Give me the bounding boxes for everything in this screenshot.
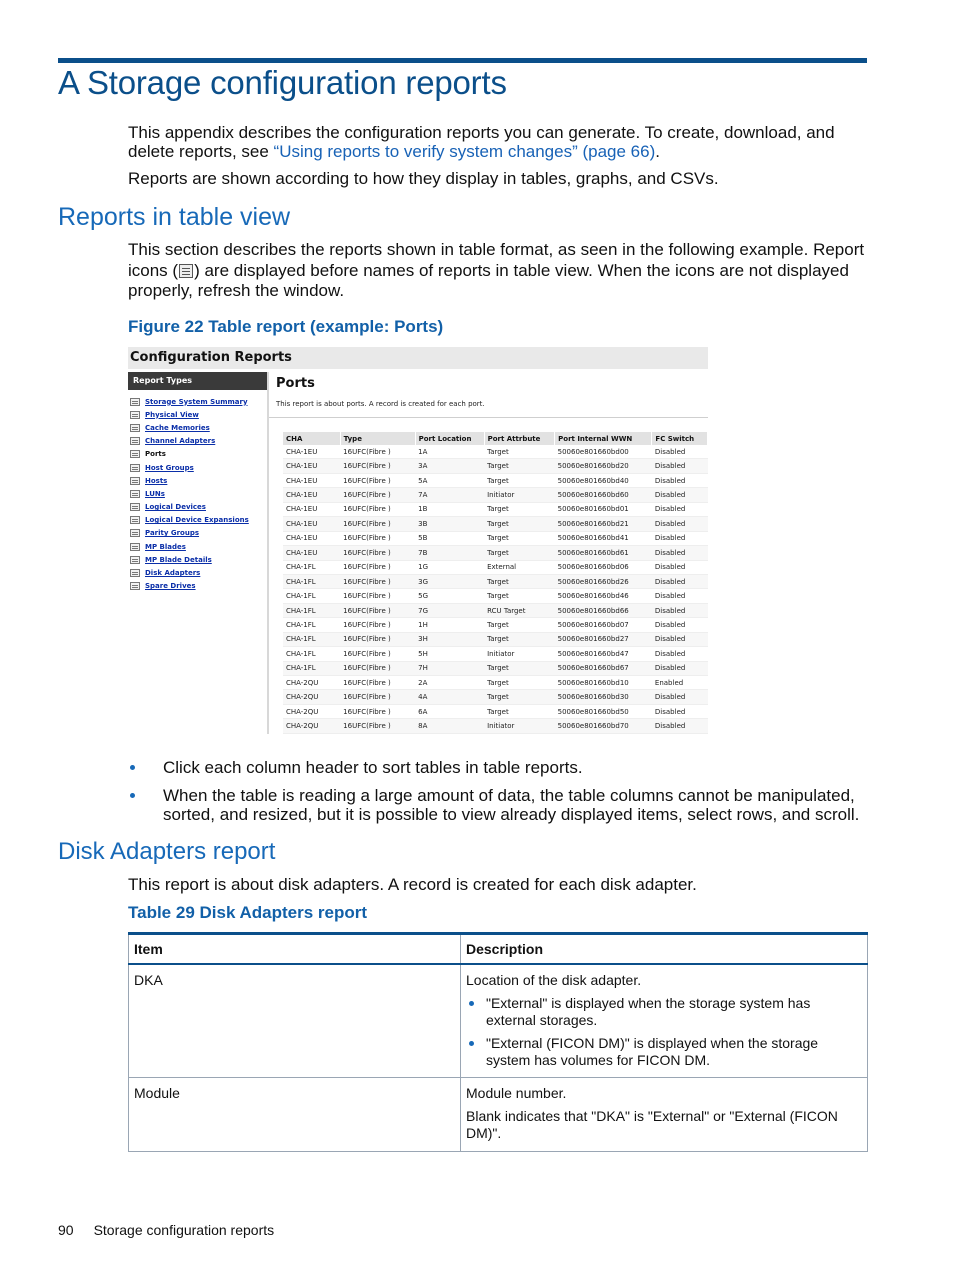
- figure-table-cell: Disabled: [652, 531, 708, 545]
- figure-table-cell: 50060e801660bd60: [555, 488, 652, 502]
- page-number: 90: [58, 1222, 74, 1238]
- description-bullet: [466, 1035, 862, 1069]
- report-icon: [130, 398, 140, 406]
- figure-column-header[interactable]: Port Internal WWN: [555, 432, 652, 445]
- report-icon: [130, 437, 140, 445]
- figure-table-cell: 16UFC(Fibre ): [340, 445, 415, 459]
- figure-table-cell: Target: [484, 618, 555, 632]
- figure-table-row[interactable]: [283, 459, 708, 473]
- figure-table-row[interactable]: [283, 560, 708, 574]
- figure-table-cell: CHA-1FL: [283, 603, 340, 617]
- figure-table-cell: 1H: [415, 618, 484, 632]
- figure-report-type-label[interactable]: Physical View: [145, 410, 199, 419]
- bullet-item: [128, 758, 868, 777]
- figure-report-type-item[interactable]: [130, 566, 266, 579]
- figure-table-cell: 16UFC(Fibre ): [340, 632, 415, 646]
- figure-table-cell: CHA-1EU: [283, 445, 340, 459]
- figure-table-row[interactable]: [283, 704, 708, 718]
- figure-table-cell: Disabled: [652, 502, 708, 516]
- figure-table-cell: 50060e801660bd00: [555, 445, 652, 459]
- figure-table-cell: CHA-1FL: [283, 661, 340, 675]
- figure-table-cell: CHA-2QU: [283, 704, 340, 718]
- figure-report-type-label[interactable]: Spare Drives: [145, 582, 196, 591]
- figure-table-cell: Target: [484, 517, 555, 531]
- figure-table-cell: Target: [484, 531, 555, 545]
- figure-table-row[interactable]: [283, 488, 708, 502]
- figure-table-cell: Disabled: [652, 445, 708, 459]
- bullet-text: Click each column header to sort tables in table reports.: [163, 758, 583, 777]
- figure-table-row[interactable]: [283, 589, 708, 603]
- figure-table-cell: 50060e801660bd67: [555, 661, 652, 675]
- report-icon: [130, 543, 140, 551]
- bullet-item: [128, 786, 868, 824]
- figure-report-type-label[interactable]: Hosts: [145, 476, 168, 485]
- figure-table-cell: CHA-1FL: [283, 647, 340, 661]
- figure-column-header[interactable]: Port Location: [415, 432, 484, 445]
- figure-table-row[interactable]: [283, 517, 708, 531]
- figure-report-title: Ports: [276, 376, 315, 391]
- figure-report-type-label[interactable]: Host Groups: [145, 463, 194, 472]
- figure-table-cell: 16UFC(Fibre ): [340, 531, 415, 545]
- figure-table-cell: 5B: [415, 531, 484, 545]
- description-bullet-text: "External (FICON DM)" is displayed when the storage system has volumes for FICON DM.: [486, 1035, 819, 1068]
- figure-report-type-label[interactable]: MP Blades: [145, 542, 186, 551]
- section-table-view-text: This section describes the reports shown in table format, as seen in the following example. Report icons (: [128, 240, 865, 280]
- figure-table-cell: 50060e801660bd40: [555, 473, 652, 487]
- table-cell-description: [461, 1078, 868, 1152]
- bullet-dot: [469, 1001, 474, 1006]
- figure-table-cell: CHA-2QU: [283, 690, 340, 704]
- figure-table-cell: CHA-1FL: [283, 589, 340, 603]
- figure-ports-table-body: [283, 445, 708, 733]
- figure-table-cell: 3G: [415, 574, 484, 588]
- intro-text: This appendix describes the configuration reports you can generate. To create, download, and delete reports, see: [128, 123, 835, 161]
- figure-table-cell: Disabled: [652, 589, 708, 603]
- figure-report-type-item[interactable]: [130, 408, 266, 421]
- figure-table-cell: 50060e801660bd07: [555, 618, 652, 632]
- intro-paragraph-2: Reports are shown according to how they display in tables, graphs, and CSVs.: [128, 169, 719, 188]
- figure-table-row[interactable]: [283, 632, 708, 646]
- figure-table-cell: 16UFC(Fibre ): [340, 704, 415, 718]
- table-cell-description: [461, 964, 868, 1078]
- figure-table-cell: Target: [484, 632, 555, 646]
- figure-table-cell: CHA-1FL: [283, 560, 340, 574]
- figure-table-row[interactable]: [283, 546, 708, 560]
- description-text-2: Blank indicates that "DKA" is "External" or "External (FICON DM)".: [466, 1108, 838, 1141]
- figure-report-type-item[interactable]: [130, 527, 266, 540]
- figure-table-cell: 6A: [415, 704, 484, 718]
- figure-table-cell: Disabled: [652, 647, 708, 661]
- report-icon: [130, 582, 140, 590]
- figure-table-cell: 16UFC(Fibre ): [340, 647, 415, 661]
- description-text: Module number.: [466, 1085, 567, 1101]
- figure-report-type-item[interactable]: [130, 540, 266, 553]
- figure-table-cell: 5H: [415, 647, 484, 661]
- column-header-description: Description: [461, 934, 868, 965]
- figure-table-cell: 50060e801660bd21: [555, 517, 652, 531]
- report-icon: [130, 503, 140, 511]
- figure-table-cell: Target: [484, 546, 555, 560]
- figure-column-header[interactable]: CHA: [283, 432, 340, 445]
- report-icon: [130, 464, 140, 472]
- figure-table-cell: 16UFC(Fibre ): [340, 574, 415, 588]
- figure-table-row[interactable]: [283, 676, 708, 690]
- figure-table-cell: Target: [484, 704, 555, 718]
- figure-table-cell: 50060e801660bd41: [555, 531, 652, 545]
- figure-table-cell: Target: [484, 589, 555, 603]
- header-rule: [58, 58, 867, 63]
- figure-table-cell: CHA-1FL: [283, 574, 340, 588]
- figure-table-cell: 16UFC(Fibre ): [340, 560, 415, 574]
- figure-table-cell: 50060e801660bd27: [555, 632, 652, 646]
- figure-report-type-item[interactable]: [130, 514, 266, 527]
- figure-table-report: [128, 347, 708, 734]
- column-header-item: Item: [129, 934, 461, 965]
- figure-table-cell: External: [484, 560, 555, 574]
- section-heading-table-view: Reports in table view: [58, 203, 291, 231]
- bullet-list: [128, 758, 868, 833]
- report-icon: [130, 529, 140, 537]
- figure-table-cell: CHA-1EU: [283, 502, 340, 516]
- figure-table-cell: 3B: [415, 517, 484, 531]
- figure-table-cell: 50060e801660bd66: [555, 603, 652, 617]
- figure-report-type-item[interactable]: [130, 421, 266, 434]
- figure-table-cell: CHA-1EU: [283, 473, 340, 487]
- figure-table-row[interactable]: [283, 502, 708, 516]
- figure-table-cell: Enabled: [652, 676, 708, 690]
- report-icon: [130, 556, 140, 564]
- figure-report-type-item[interactable]: [130, 553, 266, 566]
- figure-column-header[interactable]: FC Switch: [652, 432, 708, 445]
- figure-sidebar-divider: [267, 372, 269, 734]
- figure-table-cell: Target: [484, 459, 555, 473]
- figure-table-cell: Disabled: [652, 574, 708, 588]
- figure-table-cell: 50060e801660bd61: [555, 546, 652, 560]
- figure-report-type-label[interactable]: MP Blade Details: [145, 555, 212, 564]
- figure-table-cell: 16UFC(Fibre ): [340, 473, 415, 487]
- figure-window-title: Configuration Reports: [128, 347, 708, 369]
- figure-table-cell: Disabled: [652, 618, 708, 632]
- figure-table-cell: 50060e801660bd50: [555, 704, 652, 718]
- figure-report-type-item[interactable]: [130, 474, 266, 487]
- figure-sidebar-header: Report Types: [128, 372, 267, 390]
- table-cell-item: DKA: [129, 964, 461, 1078]
- figure-table-row[interactable]: [283, 445, 708, 459]
- figure-report-type-item[interactable]: [130, 448, 266, 461]
- intro-paragraph: [128, 123, 866, 161]
- figure-table-cell: 16UFC(Fibre ): [340, 459, 415, 473]
- figure-table-row[interactable]: [283, 719, 708, 733]
- reports-cross-reference-link[interactable]: “Using reports to verify system changes” (page 66): [273, 142, 656, 161]
- figure-table-cell: 7G: [415, 603, 484, 617]
- figure-table-cell: 50060e801660bd30: [555, 690, 652, 704]
- figure-table-cell: CHA-2QU: [283, 676, 340, 690]
- bullet-dot: [130, 765, 135, 770]
- figure-report-rule: [269, 417, 708, 418]
- figure-table-cell: Disabled: [652, 473, 708, 487]
- figure-table-cell: Target: [484, 690, 555, 704]
- figure-table-cell: 16UFC(Fibre ): [340, 676, 415, 690]
- section-heading-disk-adapters: Disk Adapters report: [58, 838, 276, 865]
- description-text: Location of the disk adapter.: [466, 972, 642, 988]
- figure-table-cell: Disabled: [652, 546, 708, 560]
- description-bullet-text: "External" is displayed when the storage system has external storages.: [486, 995, 811, 1028]
- figure-table-cell: Disabled: [652, 704, 708, 718]
- figure-report-type-label[interactable]: Logical Devices: [145, 503, 206, 512]
- report-icon: [130, 450, 140, 458]
- figure-table-cell: Target: [484, 574, 555, 588]
- figure-table-row[interactable]: [283, 690, 708, 704]
- intro-text-end: .: [655, 142, 660, 161]
- figure-table-cell: 50060e801660bd26: [555, 574, 652, 588]
- figure-table-row[interactable]: [283, 647, 708, 661]
- figure-table-cell: 16UFC(Fibre ): [340, 589, 415, 603]
- figure-table-cell: 4A: [415, 690, 484, 704]
- figure-table-cell: Disabled: [652, 488, 708, 502]
- figure-table-cell: 1B: [415, 502, 484, 516]
- figure-table-cell: CHA-1EU: [283, 531, 340, 545]
- figure-table-row[interactable]: [283, 618, 708, 632]
- figure-table-cell: Disabled: [652, 719, 708, 733]
- report-icon: [130, 411, 140, 419]
- figure-table-cell: 1G: [415, 560, 484, 574]
- figure-ports-table: [283, 432, 708, 734]
- figure-table-cell: 50060e801660bd06: [555, 560, 652, 574]
- table-row: [129, 1078, 868, 1152]
- figure-table-cell: CHA-1EU: [283, 459, 340, 473]
- figure-table-cell: Target: [484, 661, 555, 675]
- figure-report-type-item[interactable]: [130, 501, 266, 514]
- figure-report-type-item[interactable]: [130, 395, 266, 408]
- figure-table-cell: Target: [484, 445, 555, 459]
- figure-table-cell: RCU Target: [484, 603, 555, 617]
- page-footer: [58, 1222, 274, 1238]
- figure-table-cell: Initiator: [484, 488, 555, 502]
- figure-table-cell: 3A: [415, 459, 484, 473]
- figure-report-type-item[interactable]: [130, 435, 266, 448]
- section-table-view-paragraph: [128, 240, 868, 302]
- figure-table-cell: CHA-1FL: [283, 618, 340, 632]
- figure-report-type-item[interactable]: [130, 580, 266, 593]
- figure-table-cell: Target: [484, 502, 555, 516]
- figure-table-cell: 16UFC(Fibre ): [340, 546, 415, 560]
- figure-report-type-label[interactable]: Logical Device Expansions: [145, 516, 249, 525]
- figure-table-cell: 2A: [415, 676, 484, 690]
- figure-table-cell: 50060e801660bd70: [555, 719, 652, 733]
- figure-table-row[interactable]: [283, 574, 708, 588]
- figure-report-type-label[interactable]: LUNs: [145, 489, 165, 498]
- figure-table-cell: CHA-1EU: [283, 546, 340, 560]
- table-cell-item: Module: [129, 1078, 461, 1152]
- figure-table-cell: 50060e801660bd20: [555, 459, 652, 473]
- bullet-dot: [130, 793, 135, 798]
- figure-table-cell: 5G: [415, 589, 484, 603]
- figure-table-row[interactable]: [283, 473, 708, 487]
- page-title: A Storage configuration reports: [58, 64, 507, 101]
- figure-column-header[interactable]: Type: [340, 432, 415, 445]
- report-icon: [130, 569, 140, 577]
- report-icon: [130, 424, 140, 432]
- figure-report-type-label[interactable]: Disk Adapters: [145, 569, 201, 578]
- figure-table-cell: Disabled: [652, 690, 708, 704]
- figure-ports-table-header: [283, 432, 708, 445]
- report-icon: [130, 490, 140, 498]
- figure-table-row[interactable]: [283, 531, 708, 545]
- figure-table-row[interactable]: [283, 603, 708, 617]
- figure-report-type-list: [130, 395, 266, 593]
- figure-table-cell: 16UFC(Fibre ): [340, 661, 415, 675]
- report-icon: [130, 516, 140, 524]
- description-bullet: [466, 995, 862, 1029]
- table-header-row: [129, 934, 868, 965]
- figure-table-cell: 50060e801660bd10: [555, 676, 652, 690]
- section-disk-adapters-paragraph: This report is about disk adapters. A record is created for each disk adapter.: [128, 875, 697, 894]
- bullet-dot: [469, 1041, 474, 1046]
- figure-table-cell: Disabled: [652, 459, 708, 473]
- figure-table-cell: 3H: [415, 632, 484, 646]
- footer-title: Storage configuration reports: [93, 1222, 275, 1238]
- figure-report-type-item[interactable]: [130, 487, 266, 500]
- figure-table-cell: 7H: [415, 661, 484, 675]
- figure-table-cell: 50060e801660bd46: [555, 589, 652, 603]
- figure-table-cell: 16UFC(Fibre ): [340, 502, 415, 516]
- report-icon: [130, 477, 140, 485]
- figure-table-cell: Target: [484, 473, 555, 487]
- figure-table-cell: 7B: [415, 546, 484, 560]
- figure-table-cell: 50060e801660bd47: [555, 647, 652, 661]
- figure-table-cell: CHA-1FL: [283, 632, 340, 646]
- figure-table-cell: 5A: [415, 473, 484, 487]
- figure-table-cell: CHA-1EU: [283, 488, 340, 502]
- figure-table-cell: Disabled: [652, 603, 708, 617]
- figure-table-cell: 7A: [415, 488, 484, 502]
- section-table-view-text-end: ) are displayed before names of reports in table view. When the icons are not displayed properly, refresh the window.: [128, 260, 849, 300]
- figure-table-cell: 1A: [415, 445, 484, 459]
- figure-report-type-label[interactable]: Cache Memories: [145, 423, 210, 432]
- table-row: [129, 964, 868, 1078]
- report-icon: [179, 264, 193, 278]
- figure-table-cell: 16UFC(Fibre ): [340, 488, 415, 502]
- figure-report-type-label[interactable]: Ports: [145, 450, 166, 459]
- figure-table-cell: Disabled: [652, 517, 708, 531]
- figure-caption: Figure 22 Table report (example: Ports): [128, 317, 444, 336]
- figure-table-cell: CHA-1EU: [283, 517, 340, 531]
- figure-table-cell: CHA-2QU: [283, 719, 340, 733]
- figure-table-cell: 8A: [415, 719, 484, 733]
- bullet-text: When the table is reading a large amount of data, the table columns cannot be manipulated, sorted, and resized, but it is possible to view already displayed items, select rows, and scroll.: [163, 786, 860, 824]
- figure-table-cell: 16UFC(Fibre ): [340, 517, 415, 531]
- figure-table-cell: Disabled: [652, 560, 708, 574]
- figure-table-cell: 50060e801660bd01: [555, 502, 652, 516]
- figure-report-type-label[interactable]: Parity Groups: [145, 529, 200, 538]
- figure-table-cell: Disabled: [652, 661, 708, 675]
- figure-table-row[interactable]: [283, 661, 708, 675]
- disk-adapters-table: [128, 932, 868, 1152]
- figure-table-cell: 16UFC(Fibre ): [340, 618, 415, 632]
- figure-table-cell: Initiator: [484, 719, 555, 733]
- figure-report-description: This report is about ports. A record is created for each port.: [276, 400, 485, 408]
- table-caption: Table 29 Disk Adapters report: [128, 903, 368, 922]
- figure-table-cell: 16UFC(Fibre ): [340, 719, 415, 733]
- figure-table-cell: Target: [484, 676, 555, 690]
- figure-table-cell: Initiator: [484, 647, 555, 661]
- figure-report-type-label[interactable]: Storage System Summary: [145, 397, 248, 406]
- figure-table-cell: 16UFC(Fibre ): [340, 690, 415, 704]
- figure-report-type-label[interactable]: Channel Adapters: [145, 437, 216, 446]
- figure-table-cell: Disabled: [652, 632, 708, 646]
- figure-report-type-item[interactable]: [130, 461, 266, 474]
- figure-column-header[interactable]: Port Attrbute: [484, 432, 555, 445]
- figure-table-cell: 16UFC(Fibre ): [340, 603, 415, 617]
